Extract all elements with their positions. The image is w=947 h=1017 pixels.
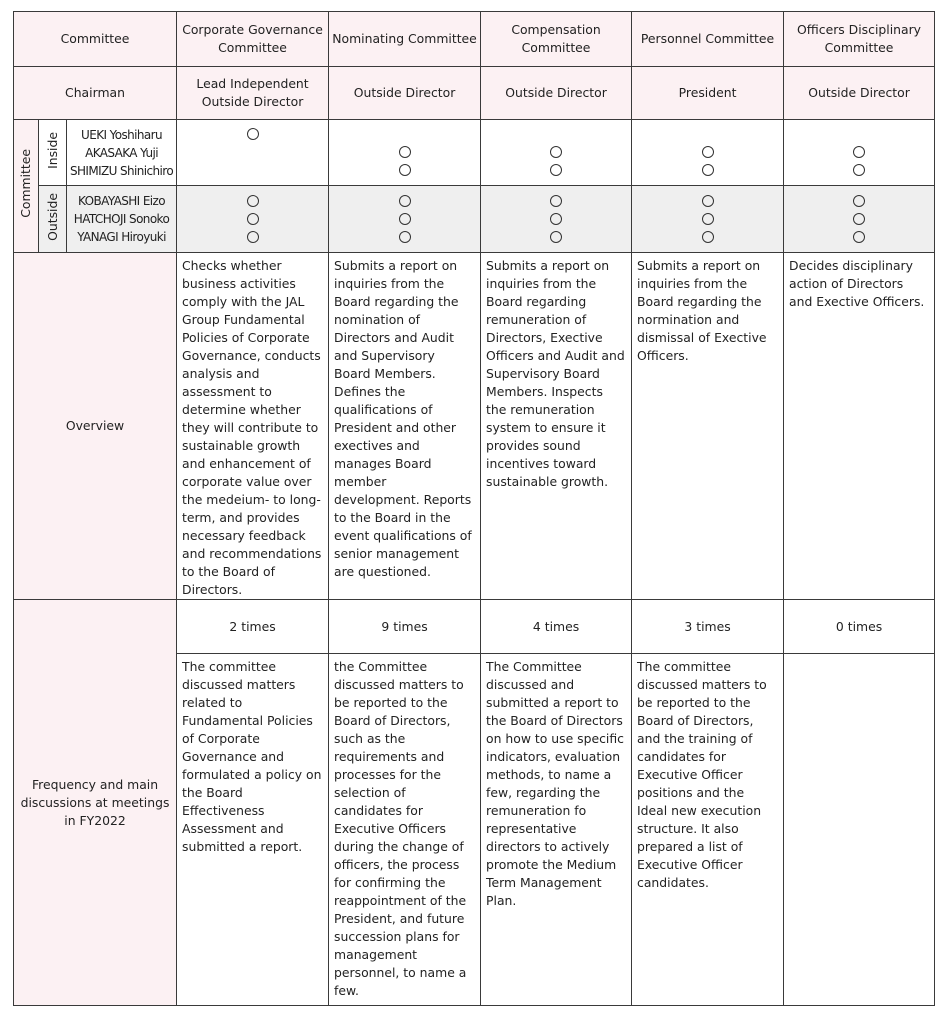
member-circle-icon <box>853 231 865 243</box>
member-name: AKASAKA Yuji <box>85 145 158 160</box>
member-name: KOBAYASHI Eizo <box>78 194 165 208</box>
member-circle-icon <box>853 213 865 225</box>
frequency-times-row <box>14 600 935 654</box>
member-circle-icon <box>399 146 411 158</box>
member-mark-slot <box>784 162 934 180</box>
member-mark-slot <box>481 228 631 246</box>
inside-marks <box>329 120 481 186</box>
overview-label: Overview <box>14 253 177 600</box>
member-mark-slot <box>329 162 480 180</box>
member-circle-icon <box>247 128 259 140</box>
member-circle-icon <box>853 195 865 207</box>
member-mark-slot <box>784 228 934 246</box>
committee-name: Compensation Committee <box>481 12 632 67</box>
members-group-label: Committee <box>14 120 39 253</box>
meeting-count: 0 times <box>784 600 935 654</box>
member-mark-slot <box>329 126 480 144</box>
member-mark-slot <box>632 210 783 228</box>
committee-name: Personnel Committee <box>632 12 784 67</box>
member-mark-slot <box>329 210 480 228</box>
member-mark-slot <box>329 192 480 210</box>
overview-text: Decides disciplinary action of Directors and Exective Officers. <box>784 253 935 600</box>
outside-marks <box>177 186 329 253</box>
member-circle-icon <box>550 195 562 207</box>
discussion-text <box>784 654 935 1006</box>
chairman-row <box>14 67 935 120</box>
discussion-text: The Committee discussed and submitted a report to the Board of Directors on how to use specific indicators, evaluation methods, to name a few, regarding the remuneration fo representative directors to actively promote the Medium Term Management Plan. <box>481 654 632 1006</box>
member-name: UEKI Yoshiharu <box>81 127 162 142</box>
meeting-count: 2 times <box>177 600 329 654</box>
inside-marks <box>481 120 632 186</box>
discussion-text: The committee discussed matters related to Fundamental Policies of Corporate Governance and formulated a policy on the Board Effectiveness Assessment and submitted a report. <box>177 654 329 1006</box>
member-mark-slot <box>481 144 631 162</box>
committee-name: Officers Disciplinary Committee <box>784 12 935 67</box>
member-mark-slot <box>481 192 631 210</box>
inside-marks <box>784 120 935 186</box>
member-mark-slot <box>632 126 783 144</box>
committee-table <box>13 11 935 1006</box>
member-mark-slot <box>632 144 783 162</box>
inside-members-row <box>14 120 935 186</box>
member-circle-icon <box>399 164 411 176</box>
member-mark-slot <box>177 228 328 246</box>
chairman-label: Chairman <box>14 67 177 120</box>
member-circle-icon <box>550 231 562 243</box>
chairman-value: Outside Director <box>329 67 481 120</box>
member-circle-icon <box>550 146 562 158</box>
member-name: SHIMIZU Shinichiro <box>69 163 174 178</box>
frequency-label: Frequency and main discussions at meetings in FY2022 <box>14 600 177 1006</box>
member-circle-icon <box>247 195 259 207</box>
outside-members-row <box>14 186 935 253</box>
overview-text: Submits a report on inquiries from the Board regarding remuneration of Directors, Exective Officers and Audit and Supervisory Board Members. Inspects the remuneration system to ensure it provides sound incentives toward sustainable growth. <box>481 253 632 600</box>
outside-marks <box>784 186 935 253</box>
member-circle-icon <box>853 146 865 158</box>
member-name: YANAGI Hiroyuki <box>77 230 166 244</box>
member-circle-icon <box>702 195 714 207</box>
member-circle-icon <box>550 213 562 225</box>
inside-marks <box>177 120 329 186</box>
chairman-value: Lead Independent Outside Director <box>177 67 329 120</box>
meeting-count: 4 times <box>481 600 632 654</box>
member-mark-slot <box>329 144 480 162</box>
meeting-count: 9 times <box>329 600 481 654</box>
overview-text: Checks whether business activities comply with the JAL Group Fundamental Policies of Corporate Governance, conducts analysis and assessment to determine whether they will contribute to sustainable growth and enhancement of corporate value over the medeium- to long-term, and provides necessary feedback and recommendations to the Board of Directors. <box>177 253 329 600</box>
member-circle-icon <box>399 195 411 207</box>
member-mark-slot <box>784 210 934 228</box>
member-name: HATCHOJI Sonoko <box>73 212 170 226</box>
outside-marks <box>481 186 632 253</box>
member-mark-slot <box>784 126 934 144</box>
overview-text: Submits a report on inquiries from the Board regarding the nomination of Directors and Audit and Supervisory Board Members. Defines the qualifications of President and other exectives and manages Board member development. Reports to the Board in the event qualifications of senior management are questioned. <box>329 253 481 600</box>
chairman-value: Outside Director <box>481 67 632 120</box>
outside-marks <box>632 186 784 253</box>
member-circle-icon <box>702 164 714 176</box>
member-mark-slot <box>481 126 631 144</box>
member-mark-slot <box>632 192 783 210</box>
chairman-value: Outside Director <box>784 67 935 120</box>
member-mark-slot <box>632 228 783 246</box>
member-circle-icon <box>399 213 411 225</box>
member-mark-slot <box>481 210 631 228</box>
overview-text: Submits a report on inquiries from the Board regarding the normination and dismissal of Exective Officers. <box>632 253 784 600</box>
member-circle-icon <box>702 213 714 225</box>
member-mark-slot <box>329 228 480 246</box>
member-mark-slot <box>177 210 328 228</box>
member-circle-icon <box>853 164 865 176</box>
member-circle-icon <box>550 164 562 176</box>
outside-names <box>67 186 177 253</box>
member-mark-slot <box>177 192 328 210</box>
committee-label: Committee <box>14 12 177 67</box>
outside-label: Outside <box>39 186 67 253</box>
outside-marks <box>329 186 481 253</box>
member-mark-slot <box>784 144 934 162</box>
chairman-value: President <box>632 67 784 120</box>
member-circle-icon <box>399 231 411 243</box>
member-circle-icon <box>247 213 259 225</box>
member-circle-icon <box>247 231 259 243</box>
member-circle-icon <box>702 231 714 243</box>
member-mark-slot <box>177 144 328 162</box>
header-row <box>14 12 935 67</box>
discussion-text: the Committee discussed matters to be reported to the Board of Directors, such as the requirements and processes for the selection of candidates for Executive Officers during the change of officers, the process for confirming the reappointment of the President, and future succession plans for management personnel, to name a few. <box>329 654 481 1006</box>
member-circle-icon <box>702 146 714 158</box>
overview-row <box>14 253 935 600</box>
member-mark-slot <box>632 162 783 180</box>
inside-label: Inside <box>39 120 67 186</box>
committee-name: Nominating Committee <box>329 12 481 67</box>
member-mark-slot <box>784 192 934 210</box>
inside-names <box>67 120 177 186</box>
member-mark-slot <box>177 162 328 180</box>
inside-marks <box>632 120 784 186</box>
meeting-count: 3 times <box>632 600 784 654</box>
member-mark-slot <box>177 126 328 144</box>
member-mark-slot <box>481 162 631 180</box>
discussion-text: The committee discussed matters to be reported to the Board of Directors, and the training of candidates for Executive Officer positions and the Ideal new execution structure. It also prepared a list of Executive Officer candidates. <box>632 654 784 1006</box>
committee-name: Corporate Governance Committee <box>177 12 329 67</box>
